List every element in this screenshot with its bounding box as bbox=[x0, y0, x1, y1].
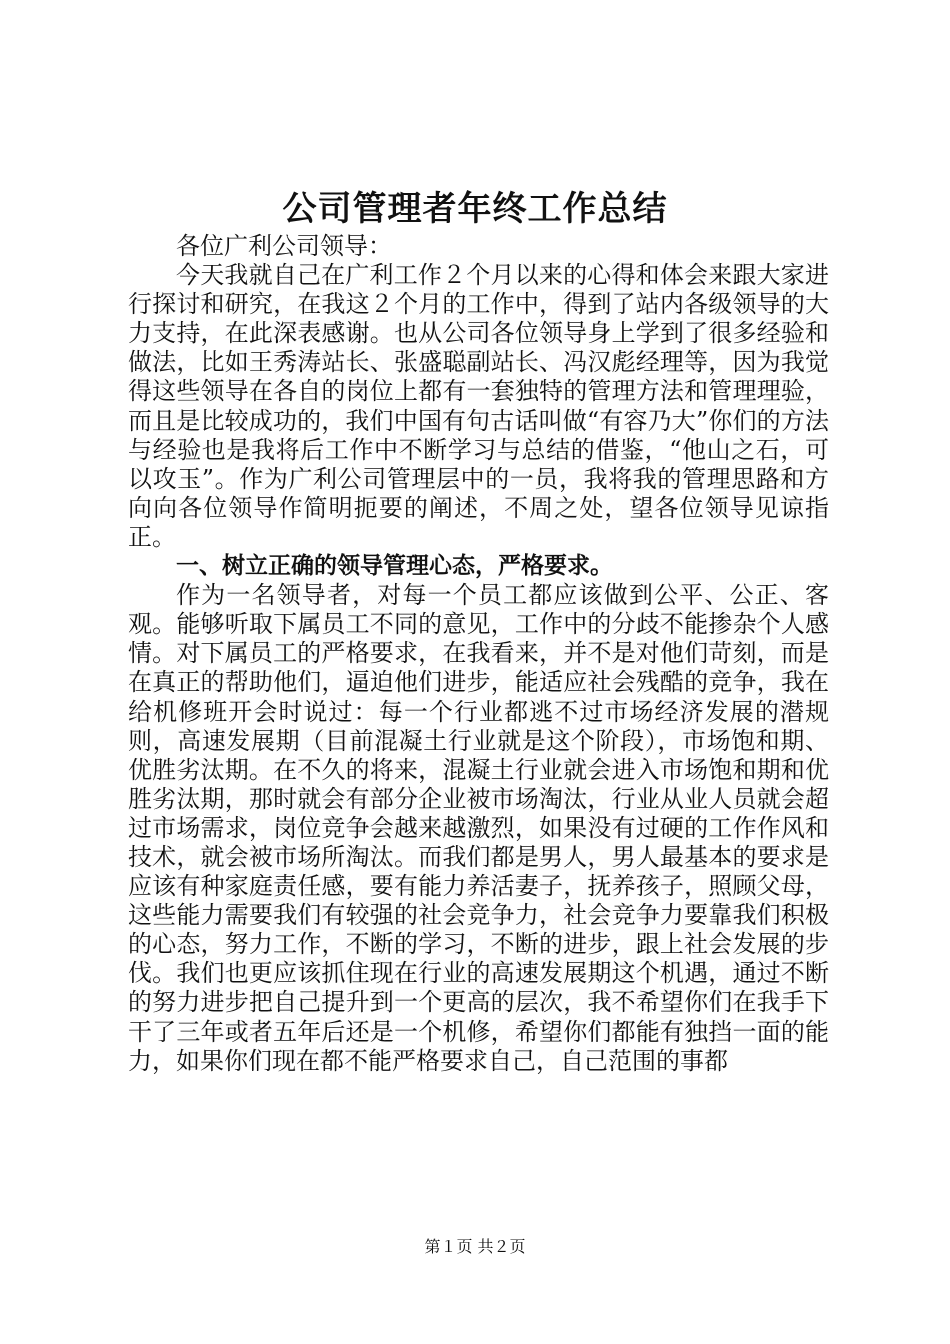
salutation: 各位广利公司领导： bbox=[176, 232, 392, 260]
section-paragraph: 作为一名领导者，对每一个员工都应该做到公平、公正、客观。能够听取下属员工不同的意见，工作中的分歧不能掺杂个人感情。对下属员工的严格要求，在我看来，并不是对他们苛刻，而是在真正的帮助他们，逼迫他们进步，能适应社会残酷的竞争，我在给机修班开会时说过：每一个行业都逃不过市场经济发展的潜规则，高速发展期（目前混凝土行业就是这个阶段），市场饱和期、优胜劣汰期。在不久的将来，混凝土行业就会进入市场饱和期和优胜劣汰期，那时就会有部分企业被市场淘汰，行业从业人员就会超过市场需求，岗位竞争会越来越激烈，如果没有过硬的工作作风和技术，就会被市场所淘汰。而我们都是男人，男人最基本的要求是应该有种家庭责任感，要有能力养活妻子，抚养孩子，照顾父母，这些能力需要我们有较强的社会竞争力，社会竞争力要靠我们积极的心态，努力工作，不断的学习，不断的进步，跟上社会发展的步伐。我们也更应该抓住现在行业的高速发展期这个机遇，通过不断的努力进步把自己提升到一个更高的层次，我不希望你们在我手下干了三年或者五年后还是一个机修，希望你们都能有独挡一面的能力，如果你们现在都不能严格要求自己，自己范围的事都 bbox=[128, 581, 829, 1075]
page-footer: 第１页 共２页 bbox=[424, 1237, 526, 1256]
document-body bbox=[128, 232, 829, 1076]
section-heading: 一、树立正确的领导管理心态，严格要求。 bbox=[176, 553, 613, 580]
document-title: 公司管理者年终工作总结 bbox=[282, 189, 668, 229]
intro-paragraph: 今天我就自己在广利工作２个月以来的心得和体会来跟大家进行探讨和研究，在我这２个月的工作中，得到了站内各级领导的大力支持，在此深表感谢。也从公司各位领导身上学到了很多经验和做法，比如王秀涛站长、张盛聪副站长、冯汉彪经理等，因为我觉得这些领导在各自的岗位上都有一套独特的管理方法和管理理验，而且是比较成功的，我们中国有句古话叫做“有容乃大”你们的方法与经验也是我将后工作中不断学习与总结的借鉴，“他山之石，可以攻玉”。作为广利公司管理层中的一员，我将我的管理思路和方向向各位领导作简明扼要的阐述，不周之处，望各位领导见谅指正。 bbox=[128, 261, 829, 551]
